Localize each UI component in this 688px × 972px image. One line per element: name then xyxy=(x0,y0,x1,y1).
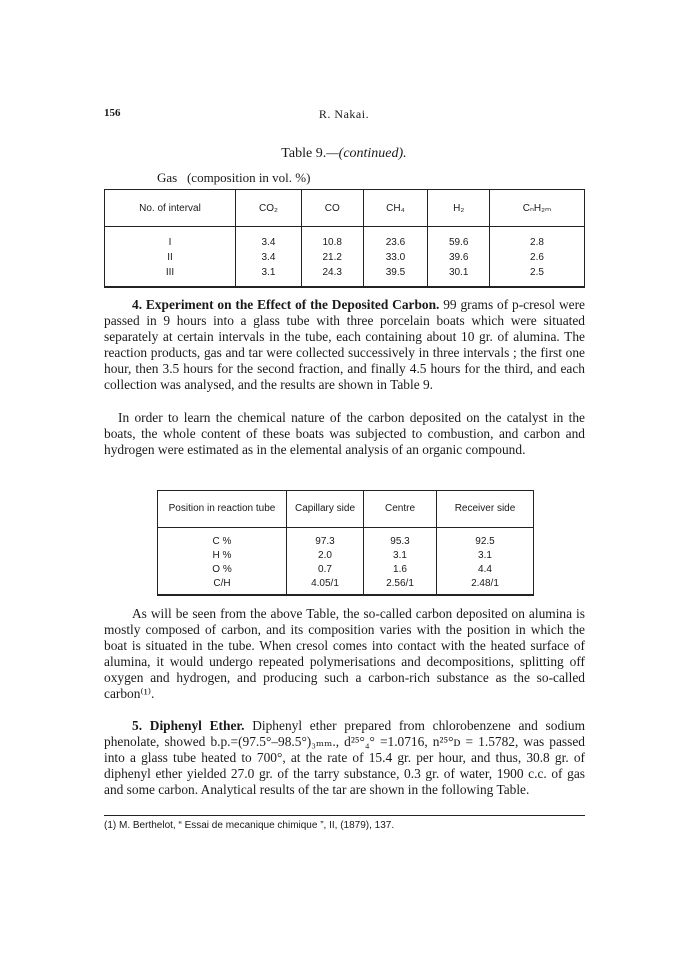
table-cell: 2.48/1 xyxy=(437,576,534,595)
table-cell: H % xyxy=(158,548,287,562)
table-row xyxy=(105,227,585,251)
table-row xyxy=(158,562,534,576)
table-header-row xyxy=(105,190,585,227)
column-header: Position in reaction tube xyxy=(158,491,287,528)
table-cell: 10.8 xyxy=(301,227,363,251)
table-cell: 39.5 xyxy=(363,265,428,287)
table-caption xyxy=(0,146,688,162)
table-row xyxy=(105,265,585,287)
footnote-rule xyxy=(104,815,585,816)
column-header: CH₄ xyxy=(363,190,428,227)
section-4-paragraph xyxy=(104,297,585,393)
gas-composition-table xyxy=(104,189,585,288)
table-header-row xyxy=(158,491,534,528)
page-number: 156 xyxy=(104,107,121,119)
table-cell: 4.4 xyxy=(437,562,534,576)
carbon-nature-paragraph: In order to learn the chemical nature of the carbon deposited on the catalyst in the boats, the whole content of these boats was subjected to combustion, and carbon and hydrogen were estimated as in the elemental analysis of an organic compound. xyxy=(104,410,585,457)
table-cell: 21.2 xyxy=(301,250,363,265)
table-cell: 95.3 xyxy=(364,528,437,549)
table-cell: 33.0 xyxy=(363,250,428,265)
table-cell: 30.1 xyxy=(428,265,490,287)
table-caption-continued: —(continued). xyxy=(326,146,407,161)
table-row xyxy=(158,528,534,549)
table-cell: 24.3 xyxy=(301,265,363,287)
section-4-heading: 4. Experiment on the Effect of the Deposited Carbon. xyxy=(132,297,440,312)
table-cell: 2.6 xyxy=(489,250,584,265)
table-row xyxy=(158,576,534,595)
running-head: R. Nakai. xyxy=(318,107,370,121)
table-cell: 0.7 xyxy=(287,562,364,576)
table-cell: 1.6 xyxy=(364,562,437,576)
table-cell: II xyxy=(105,250,236,265)
table-cell: 23.6 xyxy=(363,227,428,251)
column-header: CO xyxy=(301,190,363,227)
footnote: (1) M. Berthelot, “ Essai de mecanique chimique ”, II, (1879), 137. xyxy=(104,820,395,831)
table-cell: 3.1 xyxy=(236,265,302,287)
table-cell: 39.6 xyxy=(428,250,490,265)
table-cell: 3.4 xyxy=(236,227,302,251)
table-cell: C/H xyxy=(158,576,287,595)
table-cell: 59.6 xyxy=(428,227,490,251)
section-4-text: 99 grams of p-cresol were passed in 9 hours into a glass tube with three porcelain boats which were situated separately at certain intervals in the tube, each containing about 10 gr. of alumina. The reaction products, gas and tar were collected successively in three intervals ; the first one hour, then 3.5 hours for the second fraction, and finally 4.5 hours for the third, and each collection was analysed, and the results are shown in Table 9. xyxy=(104,297,585,392)
carbon-composition-table xyxy=(157,490,534,596)
table-cell: 3.1 xyxy=(364,548,437,562)
table-cell: III xyxy=(105,265,236,287)
column-header: Receiver side xyxy=(437,491,534,528)
column-header: Capillary side xyxy=(287,491,364,528)
column-header: H₂ xyxy=(428,190,490,227)
table-caption-main: Table 9. xyxy=(281,146,327,161)
table-cell: 92.5 xyxy=(437,528,534,549)
table-row xyxy=(158,548,534,562)
table-cell: C % xyxy=(158,528,287,549)
column-header: CO₂ xyxy=(236,190,302,227)
carbon-discussion-paragraph: As will be seen from the above Table, the so-called carbon deposited on alumina is mostly composed of carbon, and its composition varies with the position in which the boat is situated in the tube. When cresol comes into contact with the heated surface of alumina, it would undergo repeated polymerisations and decompositions, splitting off oxygen and hydrogen, and producing such a carbon-rich substance as the so-called carbon⁽¹⁾. xyxy=(104,606,585,701)
table-cell: O % xyxy=(158,562,287,576)
gas-caption: Gas (composition in vol. %) xyxy=(157,170,311,185)
table-cell: I xyxy=(105,227,236,251)
table-cell: 2.56/1 xyxy=(364,576,437,595)
table-cell: 4.05/1 xyxy=(287,576,364,595)
table-cell: 2.0 xyxy=(287,548,364,562)
table-row xyxy=(105,250,585,265)
table-cell: 2.8 xyxy=(489,227,584,251)
table-cell: 3.1 xyxy=(437,548,534,562)
table-cell: 2.5 xyxy=(489,265,584,287)
section-5-paragraph xyxy=(104,718,585,798)
section-5-heading: 5. Diphenyl Ether. xyxy=(132,718,245,733)
section-5-text: Diphenyl ether prepared from chlorobenzene and sodium phenolate, showed b.p.=(97.5°–98.5°)₃ₘₘ., d²⁵°₄° =1.0716, n²⁵°ᴅ = 1.5782, was passed into a glass tube heated to 700°, at the rate of 15.4 gr. per hour, and thus, 30.8 gr. of diphenyl ether yielded 27.0 gr. of the tarry substance, 0.3 gr. of water, 1900 c.c. of gas and some carbon. Analytical results of the tar are shown in the following Table. xyxy=(104,718,585,797)
column-header: No. of interval xyxy=(105,190,236,227)
column-header: Centre xyxy=(364,491,437,528)
column-header: CₙH₂ₘ xyxy=(489,190,584,227)
table-cell: 97.3 xyxy=(287,528,364,549)
table-cell: 3.4 xyxy=(236,250,302,265)
